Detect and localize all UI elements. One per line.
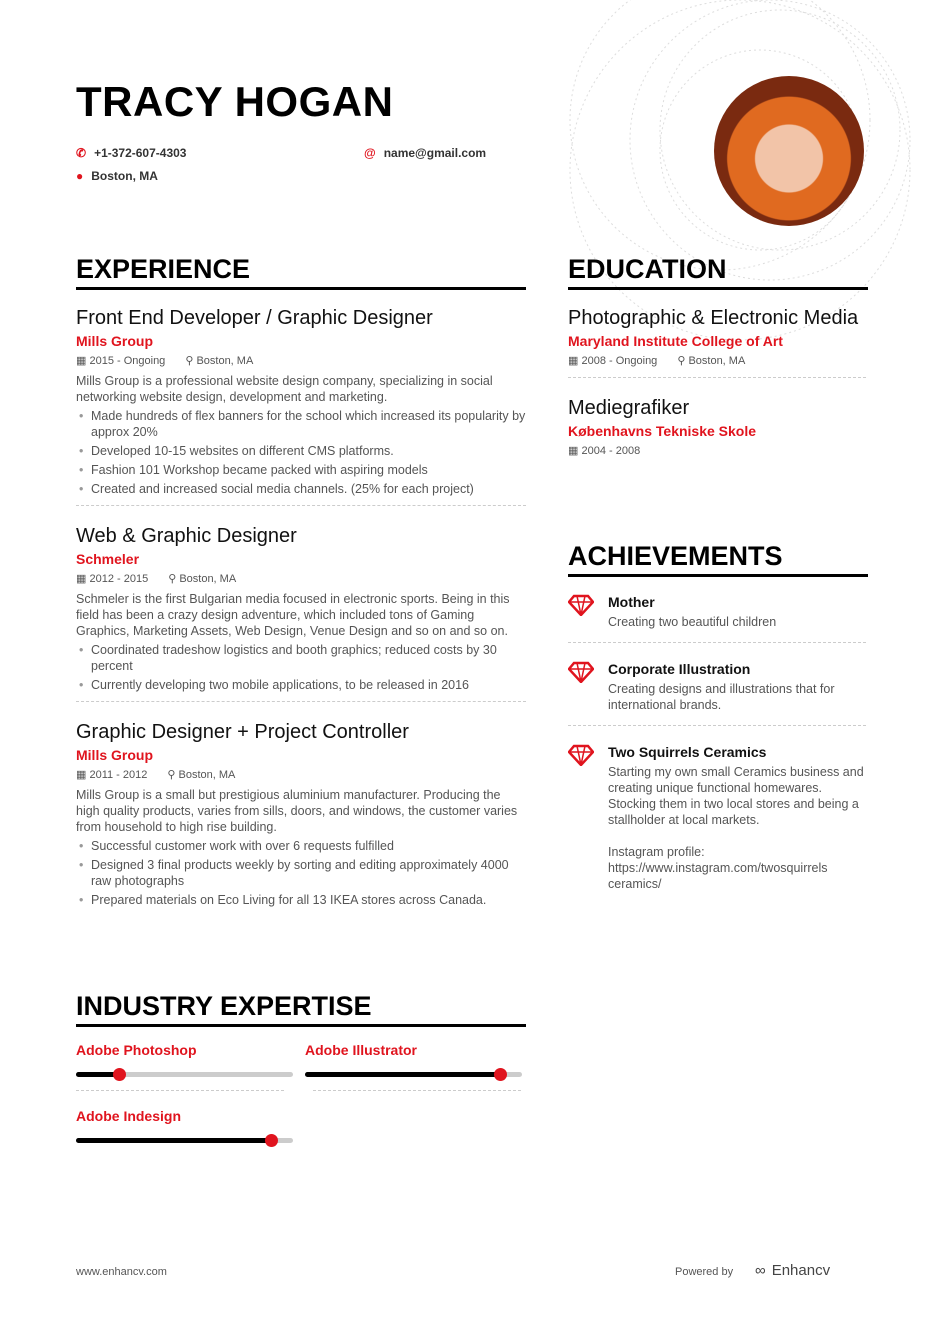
experience-list [76, 306, 526, 911]
school: Maryland Institute College of Art [568, 333, 783, 349]
dates [568, 443, 640, 459]
skill-level-bar [76, 1072, 293, 1077]
school-location [677, 353, 745, 369]
enhancv-logo-icon: ∞ [755, 1262, 766, 1279]
pin-icon: ⚲ [677, 355, 686, 367]
bullet: • Developed 10-15 websites on different CMS platforms. [76, 443, 526, 459]
phone-text: +1-372-607-4303 [94, 146, 187, 160]
calendar-icon: ▦ [568, 445, 579, 457]
pin-icon: ⚲ [167, 769, 176, 781]
job-description: Mills Group is a professional website design company, specializing in social networking website design, development and marketing. [76, 374, 493, 404]
skill-item [76, 1108, 293, 1143]
experience-item [76, 720, 526, 908]
brand-text: Enhancv [771, 1262, 831, 1279]
company: Mills Group [76, 333, 153, 349]
pin-icon: ⚲ [168, 573, 177, 585]
divider [568, 725, 866, 726]
job-description: Mills Group is a small but prestigious aluminium manufacturer. Producing the high quality products, varies from sills, doors, and windows, the customer varies from household to high rise building. [76, 788, 518, 834]
skill-level-fill [76, 1138, 271, 1143]
skill-item [305, 1042, 522, 1077]
footer-powered: Powered by [675, 1266, 734, 1278]
dates-text: 2015 - Ongoing [89, 355, 166, 367]
pin-icon: ⚲ [185, 355, 194, 367]
dates-text: 2004 - 2008 [581, 445, 641, 457]
experience-heading: EXPERIENCE [76, 254, 526, 290]
education-heading: EDUCATION [568, 254, 868, 290]
divider [76, 1090, 284, 1091]
achievement-title: Corporate Illustration [608, 661, 751, 677]
dates-text: 2012 - 2015 [89, 573, 149, 585]
skill-level-bar [76, 1138, 293, 1143]
bullet: • Prepared materials on Eco Living for all 13 IKEA stores across Canada. [76, 892, 526, 908]
dates [76, 353, 165, 369]
experience-item [76, 524, 526, 702]
degree: Mediegrafiker [568, 397, 690, 419]
job-title: Front End Developer / Graphic Designer [76, 307, 433, 329]
job-title: Graphic Designer + Project Controller [76, 721, 409, 743]
achievement-title: Two Squirrels Ceramics [608, 744, 767, 760]
dates-text: 2011 - 2012 [89, 769, 148, 781]
calendar-icon: ▦ [568, 355, 579, 367]
email [364, 146, 486, 160]
achievement-item [568, 661, 866, 713]
diamond-icon [568, 661, 594, 683]
calendar-icon: ▦ [76, 355, 87, 367]
achievement-desc: Creating designs and illustrations that for international brands. [608, 682, 835, 712]
skill-level-knob [113, 1068, 126, 1081]
bullet: • Created and increased social media channels. (25% for each project) [76, 481, 526, 497]
divider [76, 701, 526, 702]
achievement-desc: Creating two beautiful children [608, 615, 777, 629]
pin-icon: ● [76, 169, 84, 183]
location-text: Boston, MA [688, 355, 746, 367]
skill-name: Adobe Photoshop [76, 1042, 197, 1058]
experience-item [76, 306, 526, 506]
calendar-icon: ▦ [76, 573, 87, 585]
divider [76, 505, 526, 506]
school: Københavns Tekniske Skole [568, 423, 757, 439]
job-location [167, 767, 235, 783]
diamond-icon [568, 744, 594, 766]
skill-level-fill [305, 1072, 500, 1077]
bullet: • Fashion 101 Workshop became packed with aspiring models [76, 462, 526, 478]
location-text: Boston, MA [91, 169, 158, 183]
enhancv-logo [755, 1262, 830, 1279]
job-location [185, 353, 253, 369]
company: Mills Group [76, 747, 153, 763]
profile-photo [714, 76, 864, 226]
at-icon: @ [364, 146, 376, 160]
phone [76, 146, 186, 160]
achievement-title: Mother [608, 594, 655, 610]
calendar-icon: ▦ [76, 769, 87, 781]
divider [568, 642, 866, 643]
achievements-heading: ACHIEVEMENTS [568, 541, 868, 577]
diamond-icon [568, 594, 594, 616]
achievement-item [568, 594, 866, 630]
phone-icon: ✆ [76, 146, 87, 160]
education-list [568, 306, 866, 459]
bullet: • Coordinated tradeshow logistics and booth graphics; reduced costs by 30 percent [76, 642, 526, 674]
skill-level-knob [494, 1068, 507, 1081]
bullet: • Successful customer work with over 6 requests fulfilled [76, 838, 526, 854]
location [76, 169, 158, 183]
achievements-list [568, 594, 866, 892]
bullet: • Currently developing two mobile applications, to be released in 2016 [76, 677, 526, 693]
dates-text: 2008 - Ongoing [581, 355, 658, 367]
education-item [568, 306, 866, 378]
footer-site[interactable]: www.enhancv.com [76, 1266, 167, 1278]
divider [568, 377, 866, 378]
skill-name: Adobe Illustrator [305, 1042, 418, 1058]
skill-level-knob [265, 1134, 278, 1147]
job-title: Web & Graphic Designer [76, 525, 297, 547]
degree: Photographic & Electronic Media [568, 307, 859, 329]
expertise-heading: INDUSTRY EXPERTISE [76, 991, 526, 1027]
dates [568, 353, 657, 369]
achievement-item [568, 744, 866, 892]
skill-level-bar [305, 1072, 522, 1077]
skill-name: Adobe Indesign [76, 1108, 181, 1124]
location-text: Boston, MA [178, 769, 236, 781]
divider [313, 1090, 521, 1091]
email-text: name@gmail.com [383, 146, 487, 160]
candidate-name: TRACY HOGAN [76, 78, 394, 125]
bullet: • Designed 3 final products weekly by sorting and editing approximately 4000 raw photographs [76, 857, 526, 889]
job-description: Schmeler is the first Bulgarian media focused in electronic sports. Being in this field has been a crazy design adventure, which included tons of Gaming Graphics, Marketing Assets, Web Design, Venue Design and so on and so on. [76, 592, 510, 638]
education-item [568, 396, 866, 459]
dates [76, 767, 147, 783]
dates [76, 571, 148, 587]
location-text: Boston, MA [196, 355, 254, 367]
skill-item [76, 1042, 293, 1077]
location-text: Boston, MA [179, 573, 237, 585]
achievement-desc: Starting my own small Ceramics business and creating unique functional homewares. Stocking them in two local stores and being a stallholder at local markets. Instagram profile: https://www.instagram.com/twosquirrels ceramics/ [608, 765, 864, 891]
company: Schmeler [76, 551, 140, 567]
job-location [168, 571, 236, 587]
bullet: • Made hundreds of flex banners for the school which increased its popularity by approx 20% [76, 408, 526, 440]
